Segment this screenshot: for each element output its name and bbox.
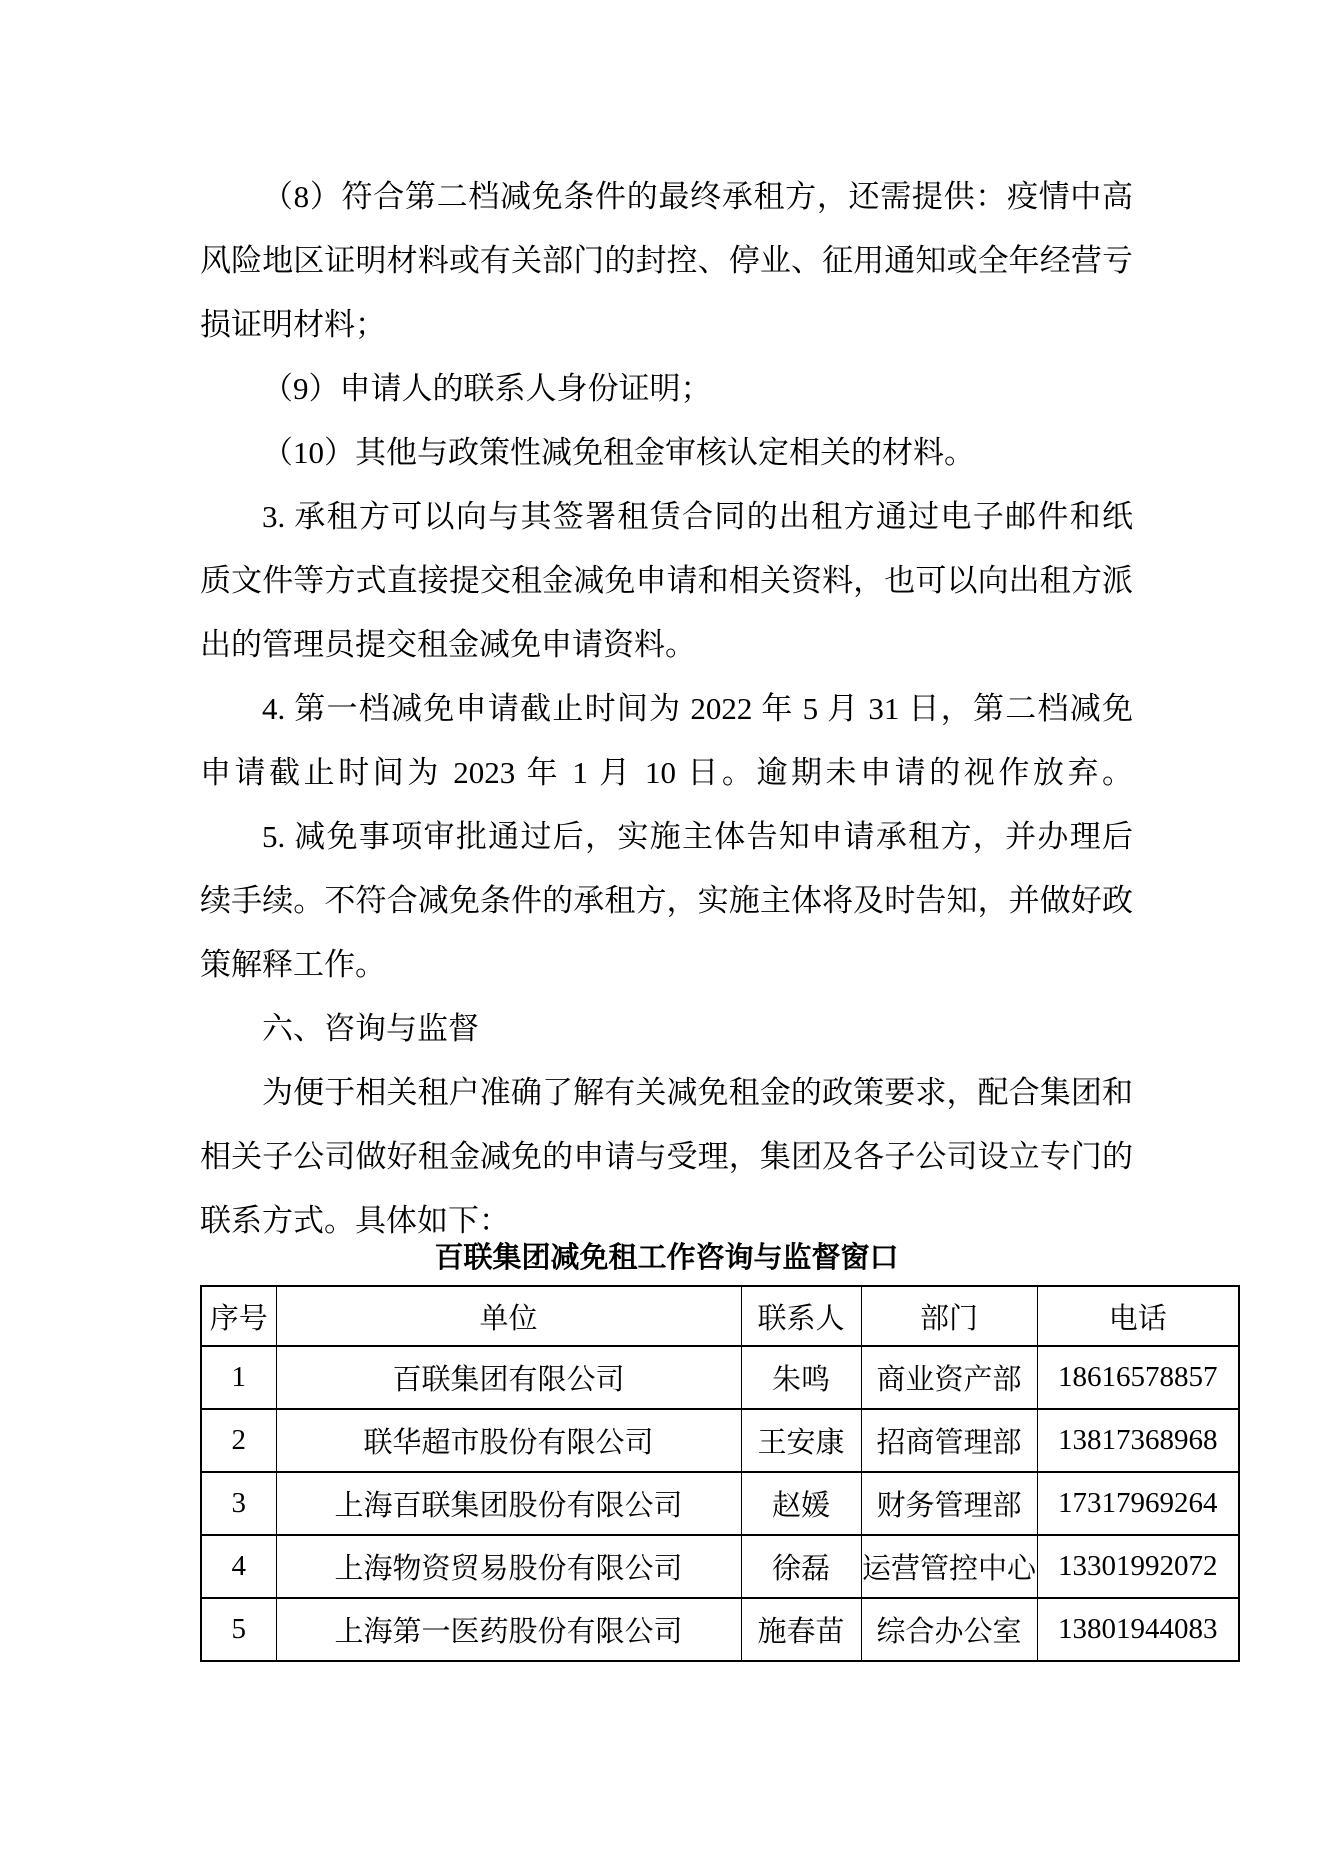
table-header-cell: 单位: [276, 1286, 741, 1346]
table-cell: 商业资产部: [861, 1346, 1037, 1409]
table-cell: 徐磊: [741, 1535, 861, 1598]
text-line: （8）符合第二档减免条件的最终承租方，还需提供：疫情中高: [262, 179, 1133, 214]
text-line: （10）其他与政策性减免租金审核认定相关的材料。: [262, 435, 975, 470]
table-cell: 上海物资贸易股份有限公司: [276, 1535, 741, 1598]
table-row: [201, 1535, 1239, 1598]
text-line: 策解释工作。: [200, 947, 386, 982]
text-line: 3. 承租方可以向与其签署租赁合同的出租方通过电子邮件和纸: [262, 499, 1133, 534]
table-cell: 18616578857: [1037, 1346, 1239, 1409]
table-cell: 13801944083: [1037, 1598, 1239, 1661]
table-cell: 赵媛: [741, 1472, 861, 1535]
table-cell: 1: [201, 1346, 276, 1409]
table-cell: 13817368968: [1037, 1409, 1239, 1472]
table-row: [201, 1472, 1239, 1535]
table-cell: 王安康: [741, 1409, 861, 1472]
text-line: 六、咨询与监督: [262, 1011, 479, 1046]
table-cell: 财务管理部: [861, 1472, 1037, 1535]
table-cell: 3: [201, 1472, 276, 1535]
text-line: 联系方式。具体如下：: [200, 1203, 510, 1238]
table-cell: 上海第一医药股份有限公司: [276, 1598, 741, 1661]
text-line: 相关子公司做好租金减免的申请与受理，集团及各子公司设立专门的: [200, 1139, 1133, 1174]
table-cell: 综合办公室: [861, 1598, 1037, 1661]
table-row: [201, 1598, 1239, 1661]
text-line: 质文件等方式直接提交租金减免申请和相关资料，也可以向出租方派: [200, 563, 1133, 598]
table-cell: 5: [201, 1598, 276, 1661]
table-cell: 运营管控中心: [861, 1535, 1037, 1598]
text-line: （9）申请人的联系人身份证明；: [262, 371, 712, 406]
text-line: 风险地区证明材料或有关部门的封控、停业、征用通知或全年经营亏: [200, 243, 1133, 278]
table-cell: 17317969264: [1037, 1472, 1239, 1535]
table-cell: 百联集团有限公司: [276, 1346, 741, 1409]
table-row: [201, 1346, 1239, 1409]
table-cell: 4: [201, 1535, 276, 1598]
text-line: 申请截止时间为 2023 年 1 月 10 日。逾期未申请的视作放弃。: [200, 755, 1133, 790]
table-title: 百联集团减免租工作咨询与监督窗口: [434, 1242, 899, 1274]
table-header-cell: 序号: [201, 1286, 276, 1346]
table-cell: 13301992072: [1037, 1535, 1239, 1598]
table-cell: 招商管理部: [861, 1409, 1037, 1472]
table-cell: 联华超市股份有限公司: [276, 1409, 741, 1472]
table-cell: 朱鸣: [741, 1346, 861, 1409]
text-line: 损证明材料；: [200, 307, 386, 342]
table-cell: 2: [201, 1409, 276, 1472]
table-header-cell: 联系人: [741, 1286, 861, 1346]
contact-table: [200, 1285, 1240, 1662]
table-header-cell: 电话: [1037, 1286, 1239, 1346]
document-text-block: [200, 165, 1133, 1253]
table-cell: 上海百联集团股份有限公司: [276, 1472, 741, 1535]
table-header-row: [201, 1286, 1239, 1346]
table-row: [201, 1409, 1239, 1472]
text-line: 5. 减免事项审批通过后，实施主体告知申请承租方，并办理后: [262, 819, 1133, 854]
table-header-cell: 部门: [861, 1286, 1037, 1346]
text-line: 为便于相关租户准确了解有关减免租金的政策要求，配合集团和: [262, 1075, 1133, 1110]
table-cell: 施春苗: [741, 1598, 861, 1661]
text-line: 续手续。不符合减免条件的承租方，实施主体将及时告知，并做好政: [200, 883, 1133, 918]
text-line: 4. 第一档减免申请截止时间为 2022 年 5 月 31 日，第二档减免: [262, 691, 1133, 726]
text-line: 出的管理员提交租金减免申请资料。: [200, 627, 696, 662]
